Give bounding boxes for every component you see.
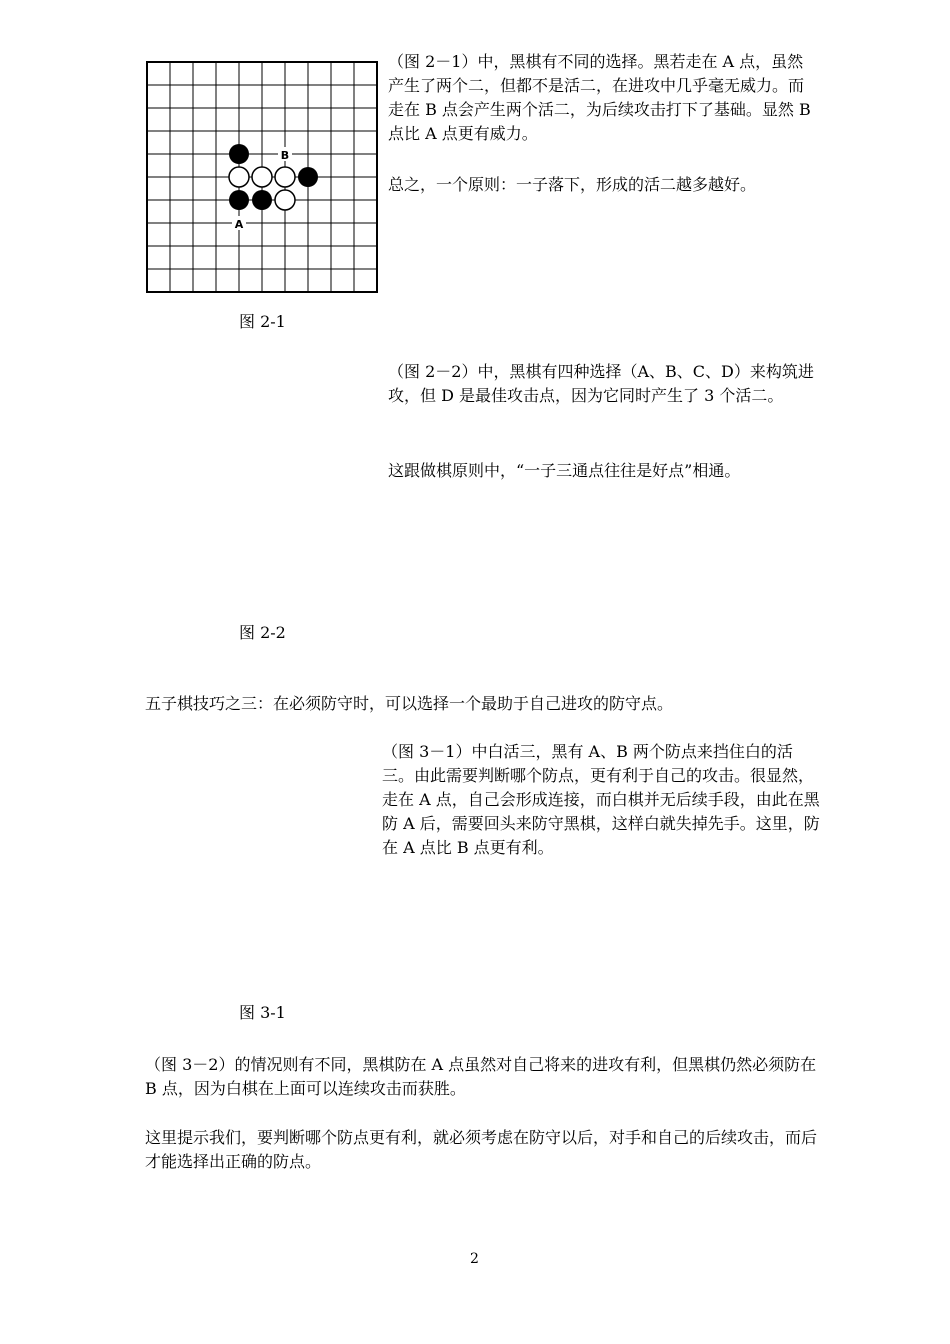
black-stone	[298, 167, 318, 187]
white-stone	[229, 167, 249, 187]
black-stone	[229, 190, 249, 210]
fig-2-1-caption: 图 2-1	[239, 312, 286, 331]
fig-2-2-description: （图 2－2）中，黑棋有四种选择（A、B、C、D）来构筑进攻，但 D 是最佳攻击点，因为它同时产生了 3 个活二。	[388, 362, 814, 405]
page-number: 2	[470, 1251, 479, 1267]
fig-2-1-principle: 总之，一个原则：一子落下，形成的活二越多越好。	[388, 175, 757, 194]
white-stone	[252, 167, 272, 187]
fig-2-2-caption: 图 2-2	[239, 623, 286, 642]
gomoku-board-fig-2-1	[145, 60, 381, 296]
fig-3-2-description: （图 3－2）的情况则有不同，黑棋防在 A 点虽然对自己将来的进攻有利，但黑棋仍然必须防在 B 点，因为白棋在上面可以连续攻击而获胜。	[145, 1055, 817, 1098]
fig-3-1-description: （图 3－1）中白活三，黑有 A、B 两个防点来挡住白的活三。由此需要判断哪个防点，更有利于自己的攻击。很显然，走在 A 点，自己会形成连接，而白棋并无后续手段，由此在黑防 A 后，需要回头来防守黑棋，这样白就失掉先手。这里，防在 A 点比 B 点更有利。	[382, 742, 820, 857]
black-stone	[229, 144, 249, 164]
conclusion-paragraph: 这里提示我们，要判断哪个防点更有利，就必须考虑在防守以后，对手和自己的后续攻击，而后才能选择出正确的防点。	[145, 1128, 818, 1171]
fig-2-2-principle: 这跟做棋原则中，“一子三通点往往是好点”相通。	[388, 461, 741, 480]
white-stone	[275, 167, 295, 187]
fig-2-1-description: （图 2－1）中，黑棋有不同的选择。黑若走在 A 点，虽然产生了两个二，但都不是活二，在进攻中几乎毫无威力。而走在 B 点会产生两个活二，为后续攻击打下了基础。显然 B 点比 A 点更有威力。	[388, 52, 811, 143]
black-stone	[252, 190, 272, 210]
point-label-a: A	[234, 218, 244, 231]
section-3-heading: 五子棋技巧之三：在必须防守时，可以选择一个最助于自己进攻的防守点。	[145, 694, 674, 713]
point-label-b: B	[280, 149, 290, 162]
white-stone	[275, 190, 295, 210]
fig-3-1-caption: 图 3-1	[239, 1003, 286, 1022]
